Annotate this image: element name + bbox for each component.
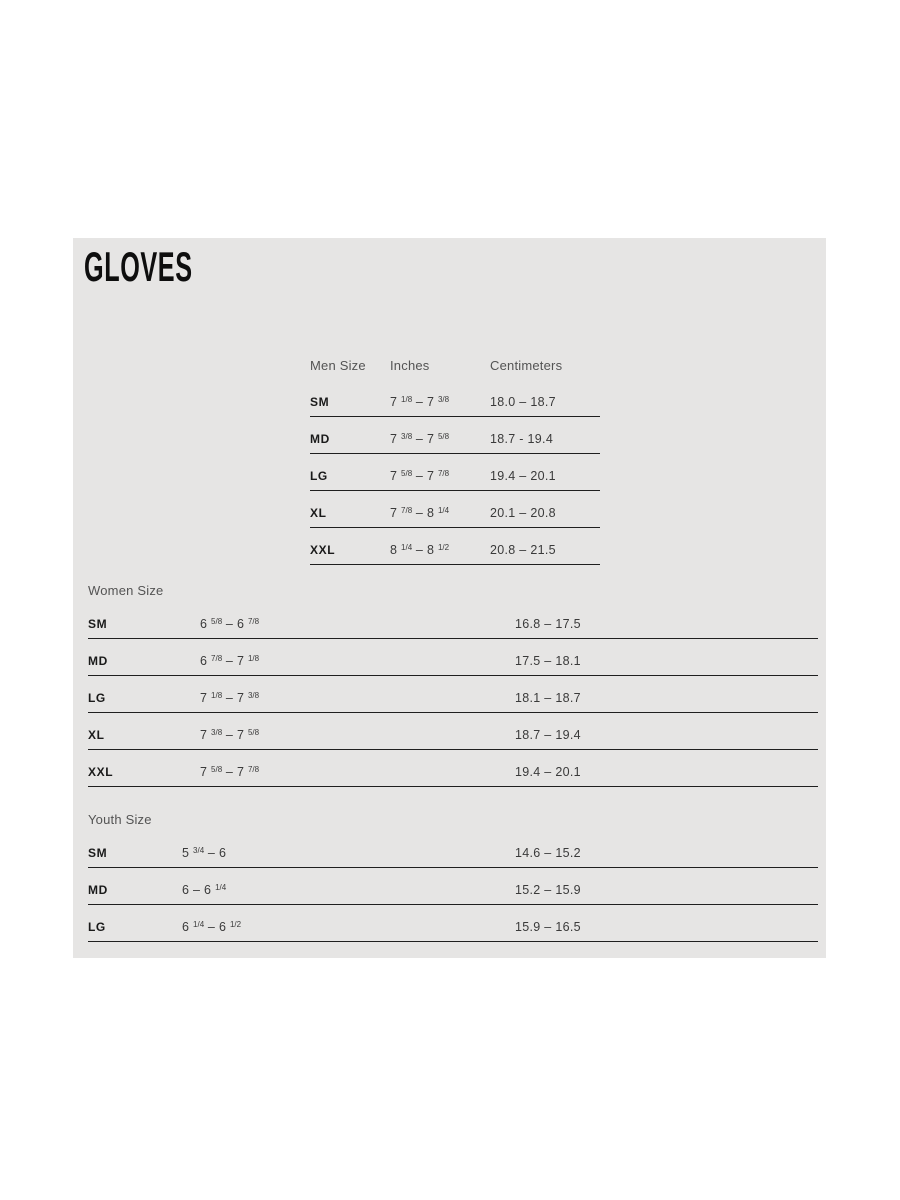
centimeters-value: 17.5 – 18.1 [515, 654, 581, 668]
size-label: SM [310, 395, 330, 409]
centimeters-value: 14.6 – 15.2 [515, 846, 581, 860]
table-row [88, 868, 818, 905]
centimeters-value: 15.9 – 16.5 [515, 920, 581, 934]
inches-value: 6 $^{1/4}$ – 6 $^{1/2}$ [182, 919, 242, 934]
centimeters-value: 15.2 – 15.9 [515, 883, 581, 897]
youth-size-section-label: Youth Size [88, 812, 152, 827]
centimeters-column-header: Centimeters [490, 358, 563, 373]
size-chart-panel [73, 238, 826, 958]
size-label: XXL [310, 543, 336, 557]
centimeters-value: 16.8 – 17.5 [515, 617, 581, 631]
centimeters-value: 20.1 – 20.8 [490, 506, 556, 520]
inches-value: 6 $^{5/8}$ – 6 $^{7/8}$ [200, 616, 260, 631]
centimeters-value: 20.8 – 21.5 [490, 543, 556, 557]
size-label: LG [88, 691, 106, 705]
inches-value: 7 $^{1/8}$ – 7 $^{3/8}$ [200, 690, 260, 705]
table-row [310, 491, 600, 528]
size-label: MD [88, 654, 108, 668]
inches-value: 7 $^{1/8}$ – 7 $^{3/8}$ [390, 394, 450, 409]
size-label: XL [88, 728, 105, 742]
men-table-header-row [310, 344, 600, 380]
inches-value: 6 – 6 $^{1/4}$ [182, 882, 227, 897]
inches-value: 5 $^{3/4}$ – 6 [182, 845, 227, 860]
table-row [88, 905, 818, 942]
inches-value: 7 $^{5/8}$ – 7 $^{7/8}$ [200, 764, 260, 779]
size-label: LG [88, 920, 106, 934]
page-title: GLOVES [84, 243, 193, 290]
table-row [310, 454, 600, 491]
inches-value: 6 $^{7/8}$ – 7 $^{1/8}$ [200, 653, 260, 668]
inches-value: 7 $^{5/8}$ – 7 $^{7/8}$ [390, 468, 450, 483]
table-row [310, 417, 600, 454]
men-size-column-header: Men Size [310, 358, 366, 373]
size-label: XXL [88, 765, 114, 779]
inches-column-header: Inches [390, 358, 430, 373]
women-size-section-label: Women Size [88, 583, 164, 598]
inches-value: 7 $^{3/8}$ – 7 $^{5/8}$ [200, 727, 260, 742]
women-size-table [88, 602, 818, 787]
table-row [88, 713, 818, 750]
inches-value: 8 $^{1/4}$ – 8 $^{1/2}$ [390, 542, 450, 557]
youth-size-table [88, 831, 818, 942]
table-row [88, 750, 818, 787]
centimeters-value: 18.1 – 18.7 [515, 691, 581, 705]
size-label: MD [310, 432, 330, 446]
centimeters-value: 19.4 – 20.1 [515, 765, 581, 779]
centimeters-value: 19.4 – 20.1 [490, 469, 556, 483]
size-label: XL [310, 506, 327, 520]
centimeters-value: 18.7 – 19.4 [515, 728, 581, 742]
table-row [310, 380, 600, 417]
size-label: MD [88, 883, 108, 897]
table-row [88, 602, 818, 639]
centimeters-value: 18.7 - 19.4 [490, 432, 554, 446]
inches-value: 7 $^{3/8}$ – 7 $^{5/8}$ [390, 431, 450, 446]
size-label: LG [310, 469, 328, 483]
table-row [88, 831, 818, 868]
size-label: SM [88, 846, 108, 860]
table-row [88, 639, 818, 676]
table-row [310, 528, 600, 565]
table-row [88, 676, 818, 713]
inches-value: 7 $^{7/8}$ – 8 $^{1/4}$ [390, 505, 450, 520]
men-size-table [310, 344, 600, 565]
centimeters-value: 18.0 – 18.7 [490, 395, 556, 409]
size-label: SM [88, 617, 108, 631]
